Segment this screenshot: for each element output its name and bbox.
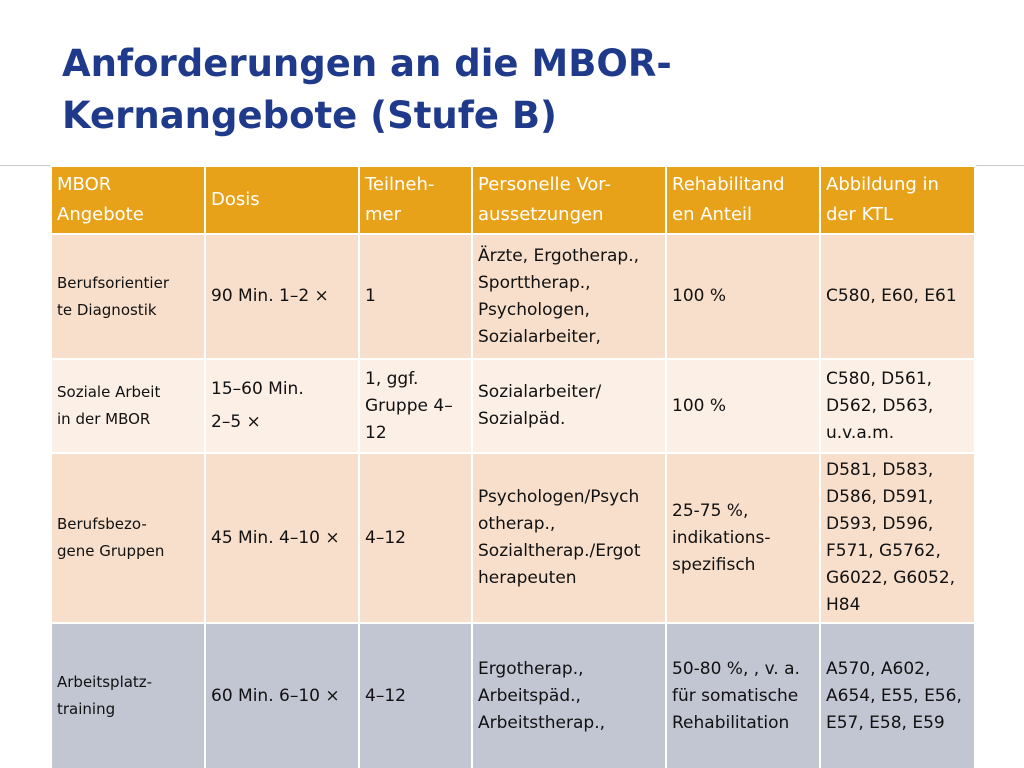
cell-personal: Ärzte, Ergotherap., Sporttherap., Psychologen, Sozialarbeiter,	[472, 234, 666, 359]
divider-left	[0, 165, 50, 166]
slide-title	[62, 38, 962, 142]
cell-teilnehmer: 1, ggf. Gruppe 4– 12	[359, 359, 472, 453]
header-abbildung-ktl: Abbildung in der KTL	[820, 166, 975, 234]
cell-personal: Psychologen/Psych otherap., Sozialtherap./Ergot herapeuten	[472, 453, 666, 623]
divider-right	[974, 165, 1024, 166]
header-rehabilitanden-anteil: Rehabilitand en Anteil	[666, 166, 820, 234]
cell-personal: Sozialarbeiter/ Sozialpäd.	[472, 359, 666, 453]
cell-dosis: 60 Min. 6–10 ×	[205, 623, 359, 768]
cell-dosis: 15–60 Min. 2–5 ×	[205, 359, 359, 453]
cell-anteil: 25-75 %, indikations- spezifisch	[666, 453, 820, 623]
cell-teilnehmer: 4–12	[359, 623, 472, 768]
cell-angebot: Berufsbezo- gene Gruppen	[51, 453, 205, 623]
header-personelle-voraussetzungen: Personelle Vor- aussetzungen	[472, 166, 666, 234]
header-dosis: Dosis	[205, 166, 359, 234]
cell-anteil: 50-80 %, , v. a. für somatische Rehabilitation	[666, 623, 820, 768]
mbor-requirements-table	[50, 165, 976, 768]
cell-angebot: Berufsorientier te Diagnostik	[51, 234, 205, 359]
cell-angebot: Soziale Arbeit in der MBOR	[51, 359, 205, 453]
table-row	[51, 453, 975, 623]
title-line-1: Anforderungen an die MBOR-	[62, 42, 672, 85]
table-row	[51, 234, 975, 359]
header-teilnehmer: Teilneh- mer	[359, 166, 472, 234]
table-row	[51, 359, 975, 453]
cell-personal: Ergotherap., Arbeitspäd., Arbeitstherap.,	[472, 623, 666, 768]
title-line-2: Kernangebote (Stufe B)	[62, 94, 557, 137]
cell-teilnehmer: 1	[359, 234, 472, 359]
table-header-row	[51, 166, 975, 234]
cell-angebot: Arbeitsplatz- training	[51, 623, 205, 768]
cell-ktl: C580, D561, D562, D563, u.v.a.m.	[820, 359, 975, 453]
header-angebote: MBOR Angebote	[51, 166, 205, 234]
cell-anteil: 100 %	[666, 359, 820, 453]
cell-dosis: 90 Min. 1–2 ×	[205, 234, 359, 359]
cell-ktl: C580, E60, E61	[820, 234, 975, 359]
cell-dosis: 45 Min. 4–10 ×	[205, 453, 359, 623]
cell-anteil: 100 %	[666, 234, 820, 359]
table-row	[51, 623, 975, 768]
cell-ktl: D581, D583, D586, D591, D593, D596, F571, G5762, G6022, G6052, H84	[820, 453, 975, 623]
cell-teilnehmer: 4–12	[359, 453, 472, 623]
cell-ktl: A570, A602, A654, E55, E56, E57, E58, E59	[820, 623, 975, 768]
